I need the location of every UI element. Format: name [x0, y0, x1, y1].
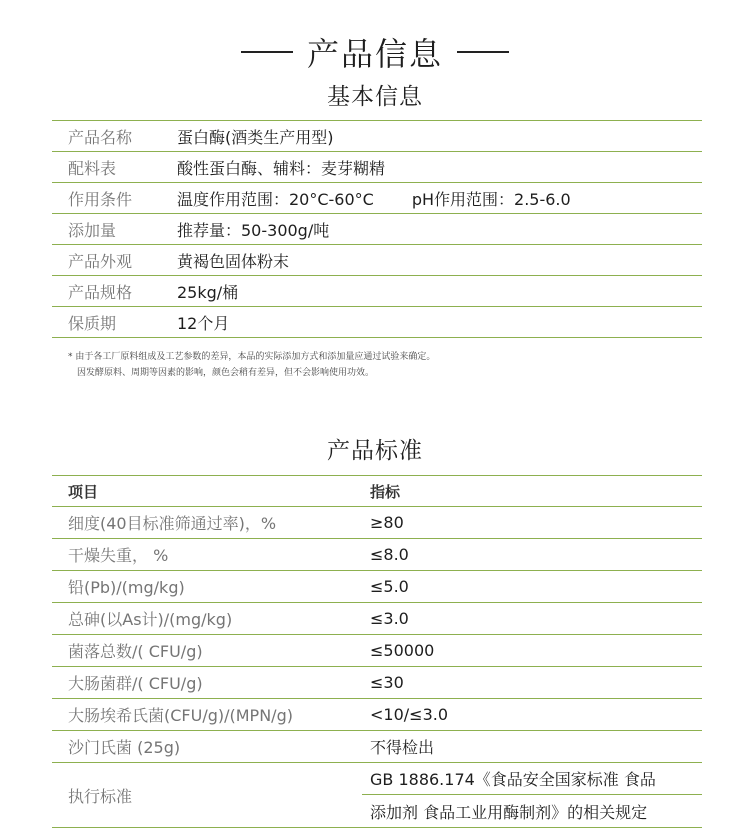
info-row-product-name — [52, 121, 702, 152]
info-label: 产品规格 — [68, 282, 133, 302]
header-item: 项目 — [68, 482, 99, 501]
info-label: 产品外观 — [68, 251, 133, 271]
info-value: 蛋白酶(酒类生产用型) — [177, 127, 334, 147]
table-row — [52, 635, 702, 667]
std-spec: ≤8.0 — [370, 545, 409, 564]
std-spec: ≤50000 — [370, 641, 435, 660]
table-row — [52, 507, 702, 539]
standards-header-row — [52, 476, 702, 507]
info-value-temperature: 温度作用范围：20°C-60°C — [177, 189, 374, 209]
info-value-ph: pH作用范围：2.5-6.0 — [411, 189, 571, 209]
std-item: 沙门氏菌 (25g) — [68, 738, 181, 757]
table-row — [52, 667, 702, 699]
std-spec: ≤5.0 — [370, 577, 409, 596]
info-row-dosage — [52, 214, 702, 245]
info-value: 推荐量：50-300g/吨 — [177, 220, 330, 240]
exec-standard-value — [362, 763, 702, 827]
exec-standard-line-1: GB 1886.174《食品安全国家标准 食品 — [362, 763, 702, 795]
std-item: 菌落总数/( CFU/g) — [68, 642, 203, 661]
title-right-dash — [457, 51, 509, 53]
std-spec: <10/≤3.0 — [370, 705, 449, 724]
footnote — [68, 349, 435, 381]
info-label: 产品名称 — [68, 127, 133, 147]
info-row-spec — [52, 276, 702, 307]
basic-info-heading: 基本信息 — [327, 84, 423, 110]
table-row — [52, 571, 702, 603]
info-value: 酸性蛋白酶、辅料：麦芽糊精 — [177, 158, 386, 178]
info-row-ingredients — [52, 152, 702, 183]
exec-standard-row — [52, 763, 702, 828]
std-item: 干燥失重， % — [68, 546, 169, 565]
page-title-row — [0, 32, 750, 72]
info-label: 保质期 — [68, 313, 117, 333]
info-label: 添加量 — [68, 220, 117, 240]
info-label: 配料表 — [68, 158, 117, 178]
info-value: 黄褐色固体粉末 — [177, 251, 290, 271]
std-spec: ≥80 — [370, 513, 404, 532]
basic-info-table — [52, 120, 702, 338]
info-value: 25kg/桶 — [177, 282, 239, 302]
std-item: 大肠埃希氏菌(CFU/g)/(MPN/g) — [68, 706, 293, 725]
table-row — [52, 539, 702, 571]
info-row-appearance — [52, 245, 702, 276]
table-row — [52, 699, 702, 731]
std-spec: ≤3.0 — [370, 609, 409, 628]
exec-standard-label: 执行标准 — [68, 786, 133, 806]
std-spec: 不得检出 — [370, 738, 435, 757]
header-spec: 指标 — [370, 482, 401, 501]
std-item: 细度(40目标准筛通过率)，% — [68, 514, 277, 533]
standards-table — [52, 475, 702, 828]
page-title: 产品信息 — [306, 35, 443, 73]
std-item: 铅(Pb)/(mg/kg) — [68, 578, 185, 597]
standards-heading: 产品标准 — [327, 438, 423, 464]
info-label: 作用条件 — [68, 189, 133, 209]
info-value: 12个月 — [177, 313, 230, 333]
footnote-line-2: 因发酵原料、周期等因素的影响，颜色会稍有差异，但不会影响使用功效。 — [77, 368, 375, 378]
info-row-conditions — [52, 183, 702, 214]
table-row — [52, 603, 702, 635]
info-row-shelf-life — [52, 307, 702, 338]
std-item: 总砷(以As计)/(mg/kg) — [68, 610, 233, 629]
table-row — [52, 731, 702, 763]
std-spec: ≤30 — [370, 673, 404, 692]
title-left-dash — [241, 51, 293, 53]
exec-standard-line-2: 添加剂 食品工业用酶制剂》的相关规定 — [370, 802, 648, 822]
footnote-line-1: * 由于各工厂原料组成及工艺参数的差异，本品的实际添加方式和添加量应通过试验来确定。 — [68, 352, 436, 362]
std-item: 大肠菌群/( CFU/g) — [68, 674, 203, 693]
